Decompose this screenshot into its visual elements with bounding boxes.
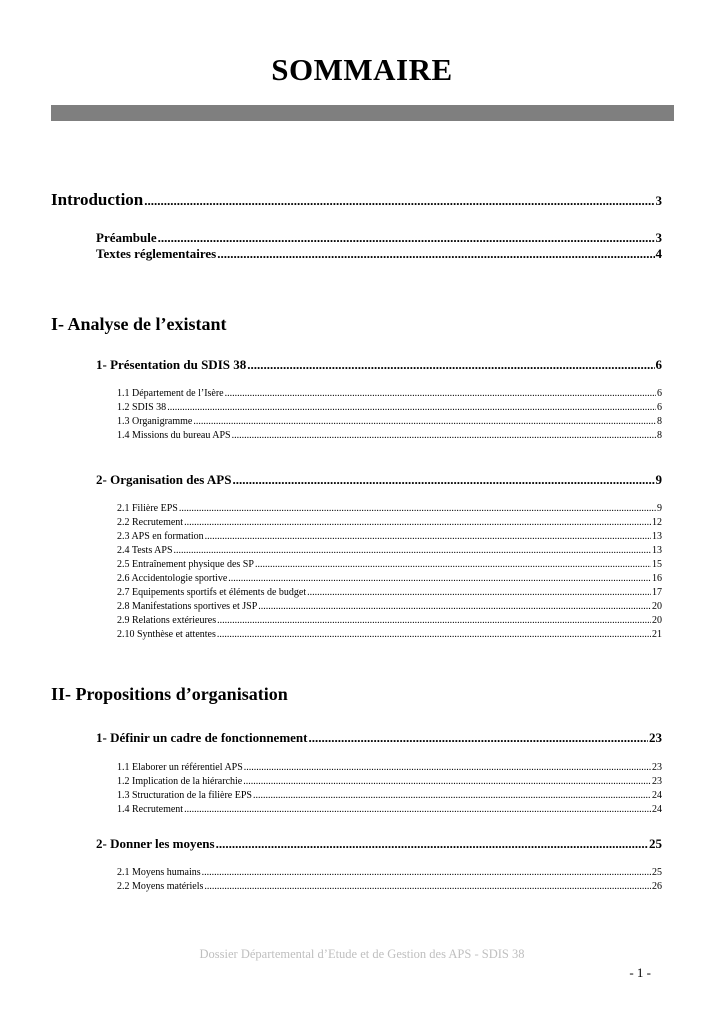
toc-entry[interactable] <box>117 867 662 878</box>
toc-entry[interactable] <box>117 545 662 556</box>
toc-entry[interactable] <box>117 762 662 773</box>
toc-entry-organisation-aps[interactable] <box>96 472 662 488</box>
page-number: - 1 - <box>629 965 651 980</box>
toc-entry-label: Textes réglementaires <box>96 246 217 261</box>
toc-entry[interactable] <box>117 804 662 815</box>
toc-leader-dots <box>205 531 651 542</box>
toc-entry-donner-moyens[interactable] <box>96 836 662 852</box>
toc-entry[interactable] <box>117 430 662 441</box>
toc-entry-label: 2- Organisation des APS <box>96 472 232 487</box>
toc-entry[interactable] <box>117 402 662 413</box>
toc-entry-page: 26 <box>652 881 662 892</box>
toc-entry-page: 8 <box>657 416 662 427</box>
toc-leader-dots <box>232 472 654 488</box>
toc-entry-label: 2.2 Recrutement <box>117 517 184 528</box>
toc-entry-page: 8 <box>657 430 662 441</box>
toc-leader-dots <box>225 388 656 399</box>
toc-entry-page: 16 <box>652 573 662 584</box>
toc-entry[interactable] <box>117 416 662 427</box>
toc-entry-label: 2.6 Accidentologie sportive <box>117 573 228 584</box>
toc-entry-label: 2.10 Synthèse et attentes <box>117 629 216 640</box>
toc-entry[interactable] <box>117 573 662 584</box>
toc-entry-label: Préambule <box>96 230 157 245</box>
toc-leader-dots <box>217 629 651 640</box>
toc-leader-dots <box>179 503 656 514</box>
toc-entry[interactable] <box>117 790 662 801</box>
toc-entry-label: 2.8 Manifestations sportives et JSP <box>117 601 258 612</box>
toc-leader-dots <box>144 193 654 209</box>
toc-entry-page: 9 <box>657 503 662 514</box>
toc-entry-page: 24 <box>652 790 662 801</box>
toc-entry-label: 2.9 Relations extérieures <box>117 615 217 626</box>
toc-entry-page: 23 <box>649 730 662 745</box>
toc-entry-page: 20 <box>652 601 662 612</box>
toc-entry-label: 2.3 APS en formation <box>117 531 204 542</box>
toc-entry-page: 3 <box>655 193 662 208</box>
toc-entry-page: 9 <box>655 472 662 487</box>
toc-entry-page: 25 <box>652 867 662 878</box>
toc-entry-label: 2.1 Moyens humains <box>117 867 201 878</box>
toc-entry-label: 2- Donner les moyens <box>96 836 215 851</box>
toc-leader-dots <box>308 730 648 746</box>
toc-entry-page: 12 <box>652 517 662 528</box>
toc-entry-label: 1.3 Organigramme <box>117 416 193 427</box>
toc-entry-label: Introduction <box>51 190 144 209</box>
toc-entry-label: 2.7 Equipements sportifs et éléments de budget <box>117 587 307 598</box>
toc-entry-label: 1.1 Département de l’Isère <box>117 388 224 399</box>
toc-entry-label: 1.2 SDIS 38 <box>117 402 167 413</box>
title-underline-bar <box>51 105 674 121</box>
toc-leader-dots <box>307 587 651 598</box>
toc-entry-label: 1.4 Recrutement <box>117 804 184 815</box>
toc-leader-dots <box>247 357 654 373</box>
toc-entry-label: 1- Présentation du SDIS 38 <box>96 357 247 372</box>
toc-entry-label: 2.1 Filière EPS <box>117 503 178 514</box>
toc-entry-label: 2.2 Moyens matériels <box>117 881 204 892</box>
toc-leader-dots <box>167 402 656 413</box>
section-heading-analyse: I- Analyse de l’existant <box>51 314 227 334</box>
toc-leader-dots <box>184 804 651 815</box>
section-heading-propositions: II- Propositions d’organisation <box>51 684 288 704</box>
toc-entry[interactable] <box>117 503 662 514</box>
toc-entry-label: 1.3 Structuration de la filière EPS <box>117 790 252 801</box>
toc-leader-dots <box>217 246 654 262</box>
page-title: SOMMAIRE <box>271 52 453 87</box>
toc-entry-preambule[interactable] <box>96 230 662 246</box>
toc-leader-dots <box>193 416 656 427</box>
toc-entry-page: 23 <box>652 776 662 787</box>
toc-leader-dots <box>243 776 651 787</box>
toc-entry-presentation-sdis[interactable] <box>96 357 662 373</box>
toc-leader-dots <box>258 601 651 612</box>
toc-entry-page: 13 <box>652 531 662 542</box>
toc-leader-dots <box>204 881 651 892</box>
toc-entry-page: 6 <box>655 357 662 372</box>
toc-entry[interactable] <box>117 629 662 640</box>
toc-entry-page: 24 <box>652 804 662 815</box>
toc-entry-page: 6 <box>657 388 662 399</box>
toc-entry[interactable] <box>117 776 662 787</box>
toc-entry-label: 1.4 Missions du bureau APS <box>117 430 231 441</box>
toc-entry-page: 4 <box>655 246 662 261</box>
toc-leader-dots <box>244 762 651 773</box>
toc-leader-dots <box>174 545 651 556</box>
toc-entry[interactable] <box>117 517 662 528</box>
toc-leader-dots <box>184 517 651 528</box>
toc-entry-page: 25 <box>649 836 662 851</box>
toc-entry-label: 2.4 Tests APS <box>117 545 173 556</box>
toc-entry-page: 21 <box>652 629 662 640</box>
toc-entry-page: 23 <box>652 762 662 773</box>
toc-leader-dots <box>158 230 655 246</box>
toc-entry[interactable] <box>117 531 662 542</box>
toc-entry-label: 2.5 Entraînement physique des SP <box>117 559 254 570</box>
toc-entry[interactable] <box>117 615 662 626</box>
toc-entry[interactable] <box>117 559 662 570</box>
toc-leader-dots <box>216 836 648 852</box>
toc-leader-dots <box>228 573 651 584</box>
toc-entry[interactable] <box>117 587 662 598</box>
toc-entry-page: 13 <box>652 545 662 556</box>
page-footer: Dossier Départemental d’Etude et de Gestion des APS - SDIS 38 <box>199 947 525 961</box>
toc-entry-label: 1.1 Elaborer un référentiel APS <box>117 762 243 773</box>
toc-leader-dots <box>253 790 651 801</box>
toc-entry-textes-reglementaires[interactable] <box>96 246 662 262</box>
toc-entry-page: 17 <box>652 587 662 598</box>
toc-entry-page: 6 <box>657 402 662 413</box>
toc-entry-page: 20 <box>652 615 662 626</box>
toc-leader-dots <box>255 559 651 570</box>
toc-entry[interactable] <box>117 881 662 892</box>
toc-leader-dots <box>232 430 656 441</box>
toc-entry[interactable] <box>117 388 662 399</box>
toc-entry-page: 15 <box>652 559 662 570</box>
toc-entry-label: 1- Définir un cadre de fonctionnement <box>96 730 308 745</box>
toc-leader-dots <box>202 867 651 878</box>
toc-entry-page: 3 <box>655 230 662 245</box>
toc-entry-introduction[interactable] <box>51 190 662 210</box>
toc-entry-cadre-fonctionnement[interactable] <box>96 730 662 746</box>
toc-leader-dots <box>217 615 651 626</box>
toc-entry-label: 1.2 Implication de la hiérarchie <box>117 776 243 787</box>
toc-entry[interactable] <box>117 601 662 612</box>
